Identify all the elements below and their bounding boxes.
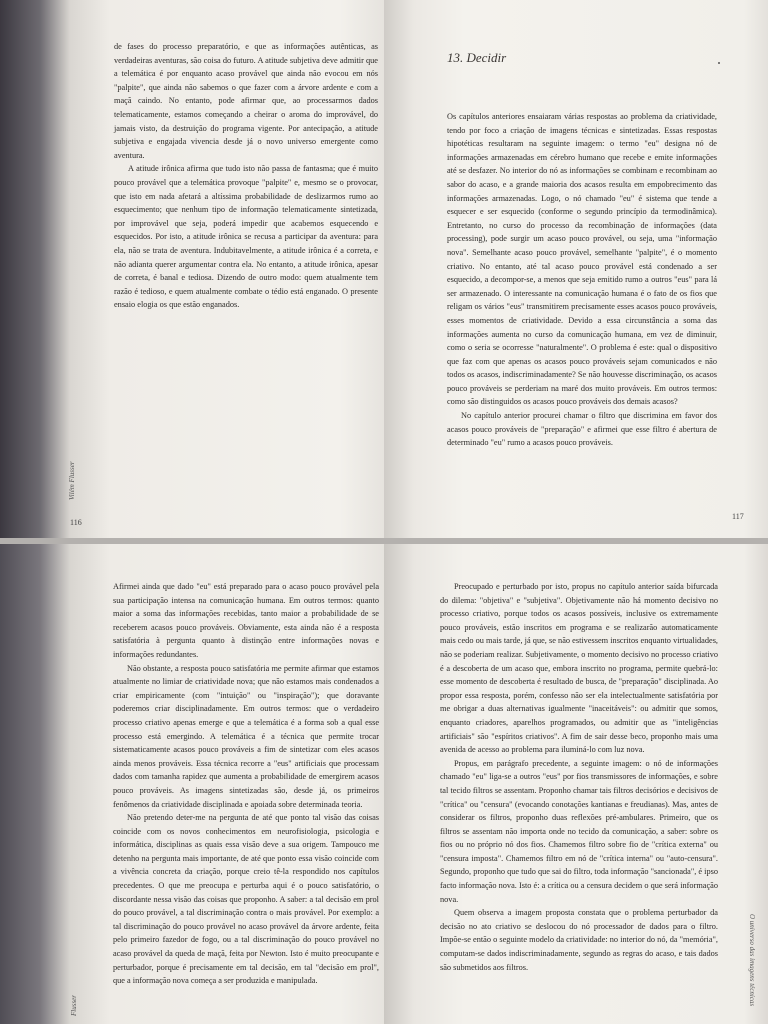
page-117 bbox=[384, 0, 768, 538]
paragraph: No capítulo anterior procurei chamar o filtro que discrimina em favor dos acasos pouco prováveis de "preparação" e afirmei que esse filtro é abertura de determinado "eu" rumo a acasos pouco prováveis. bbox=[447, 411, 717, 448]
dot-mark bbox=[718, 62, 720, 64]
body-text bbox=[113, 580, 379, 988]
paragraph: Afirmei ainda que dado "eu" está preparado para o acaso pouco provável pela sua participação intensa na comunicação humana. Em outros termos: quanto maior a soma das informações recebidas, tanto maior a probabilidade de se receberem acasos pouco prováveis. Obviamente, esta ainda não é a resposta satisfatória à pergunta quanto à distinção entre informações novas e informações redundantes. bbox=[113, 582, 379, 659]
paragraph: Os capítulos anteriores ensaiaram várias respostas ao problema da criatividade, tendo por foco a criação de imagens técnicas e sintetizadas. Essas respostas hipotéticas resultaram na seguinte imagem: o termo "eu" designa nó de informações armazenadas em cérebro humano que recebe e emite informações até se desfazer. No interior do nó as informações se combinam e recombinam ao sabor do acaso, e a grande maioria dos acasos resulta em empobrecimento das informações armazenadas. Logo, o nó chamado "eu" é sistema que tende a esquecer e ser esquecido (conforme o segundo princípio da termodinâmica). Entretanto, no curso do processo da recombinação de informações (data processing), pode surgir um acaso pouco provável, ou seja, uma "informação nova". Semelhante acaso pouco provável, semelhante "palpite", é o momento criativo. No entanto, até tal acaso pouco provável está condenado a ser esquecido, a decompor-se, a menos que seja emitido rumo a outros "eus" para lá ser armazenado. O interessante na comunicação humana é o fato de os fios que religam os vários "eus" transmitirem precisamente esses acasos pouco prováveis, esses momentos de criatividade. Devido a essa circunstância a soma das informações aumenta no curso da comunicação humana, em vez de diminuir, como o seria se ocorresse "naturalmente". O problema é este: qual o dispositivo que faz com que apenas os acasos pouco prováveis sejam comunicados e não todos os acasos, indiscriminadamente? Se não houvesse discriminação, os acasos pouco prováveis se perderiam na maré dos muito prováveis. Em outros termos: como são distinguidos os acasos pouco prováveis dos demais acasos? bbox=[447, 112, 717, 407]
paragraph: Não obstante, a resposta pouco satisfatória me permite afirmar que estamos atualmente no limiar de criatividade nova; que não estamos mais condenados a criar empiricamente (com "intuição" ou "inspiração"); que doravante poderemos criar disciplinadamente. Em outros termos: que o verdadeiro processo criativo apenas emerge e que a telemática é a forma sob a qual esse processo está emergindo. A telemática é a técnica que permite trocar sistematicamente acasos pouco prováveis a fim de sintetizar com eles acasos ainda menos prováveis. Essa técnica recorre a "eus" artificiais que processam dados com tamanha rapidez que aumenta a probabilidade de emergirem acasos pouco prováveis. As imagens sintetizadas são, desde já, os primeiros fenômenos da criatividade disciplinada e apoiada sobre determinada teoria. bbox=[113, 663, 379, 809]
chapter-title: 13. Decidir bbox=[447, 50, 507, 65]
paragraph: A atitude irônica afirma que tudo isto não passa de fantasma; que é muito pouco provável que a telemática provoque "palpite" e, mesmo se o provocar, que isto em nada afetará a altíssima probabilidade de deslizarmos rumo ao esquecimento; que nenhum tipo de informação telematicamente sintetizada, por improvável que seja, poderá impedir que acabemos esquecendo e esquecidos. Por isto, a atitude irônica se recusa a participar da aventura: para ela, não se trata de aventura. Indubitavelmente, a atitude irônica é a correta, e não adianta querer argumentar contra ela. No entanto, a atitude irônica, apesar de correta, é banal e tediosa. Dizendo de outro modo: quem atualmente tem razão é tedioso, e quem atualmente combate o tédio está enganado. O presente ensaio elogia os que estão enganados. bbox=[114, 164, 378, 310]
running-head-author: Flusser bbox=[70, 995, 78, 1016]
paragraph: Preocupado e perturbado por isto, propus no capítulo anterior saída bifurcada do dilema: "objetiva" e "subjetiva". Objetivamente não há momento decisivo no processo criativo, porque todos os acasos possíveis, inclusive os extremamente pouco prováveis, estão inscritos em programa e se realizarão automaticamente mais cedo ou mais tarde, já que, se não estivessem inscritos enquanto virtualidades, não se poderiam realizar. Subjetivamente, o momento decisivo no processo criativo é a descoberta de um acaso que, embora inscrito no programa, permite quebrá-lo: esse momento de descoberta é resultado de busca, de "preparação" disciplinada. Ao propor essa resposta, porém, confesso não ser ela intelectualmente satisfatória por me obrigar a duas alternativas igualmente "inaceitáveis": ou admitir que somos, enquanto criadores, aparelhos programados, ou admitir que as "inteligências artificiais" são "espíritos criativos". A fim de sair desse beco, proponho mais uma avenida de acesso ao problema para iluminá-lo com luz nova. bbox=[440, 582, 718, 755]
paragraph: Quem observa a imagem proposta constata que o problema perturbador da decisão no ato criativo se deslocou do nó processador de dados para o filtro. Impõe-se então o seguinte modelo da criatividade: no interior do nó, da "memória", computam-se dados indiscriminadamente, segundo as regras do acaso, e tais dados são submetidos aos filtros. bbox=[440, 908, 718, 972]
paragraph: Não pretendo deter-me na pergunta de até que ponto tal visão das coisas coincide com os novos conhecimentos em neurofisiologia, psicologia e informática, disciplinas as quais essa visão deve a sua origem. Tampouco me detenho na pergunta mais importante, de até que ponto essa visão coincide com a vivência concreta da criação, porque creio tê-la respondido nos capítulos precedentes. O que me preocupa e perturba aqui é o pouco satisfatório, o discordante nessa visão das coisas que proponho. A saber: a tal decisão em prol do pouco provável, a tal discriminação contra o mais provável. Por exemplo: a tal discriminação do pouco provável no acaso provável da árvore ardente, feita pelo primeiro fazedor de fogo, ou a tal discriminação do pouco provável no acaso provável da queda de maçã, feita por Newton. Isto é muito preocupante e perturbador, porque é precisamente em tal decisão, em tal "decisão em prol", que a informação nova começa a ser produzida e manipulada. bbox=[113, 813, 379, 986]
body-text bbox=[447, 110, 717, 450]
page-bottom-right bbox=[384, 544, 768, 1024]
paragraph: Propus, em parágrafo precedente, a seguinte imagem: o nó de informações chamado "eu" liga-se a outros "eus" por fios transmissores de informações, e sobre tal tecido filtros se assentam. Proponho chamar tais filtros decisórios e decisivos de "crítica" ou "censura" (evocando conotações kantianas e freudianas). Mas, antes de considerar os filtros, proponho duas reflexões pré-ambulares. Primeiro, que os filtros se assentam não importa onde no tecido da comunicação, a saber: sobre os fios ou no próprio nó dos fios. Chamemos filtro sobre fio de "crítica externa" ou "censura imposta". Chamemos filtro em nó de "crítica interna" ou "auto-censura". Segundo, proponho que tudo que sai do filtro, toda informação "sancionada", é ipso facto informação nova. Isto é: a crítica ou a censura decidem o que será informação nova. bbox=[440, 758, 718, 904]
paragraph: de fases do processo preparatório, e que as informações autênticas, as verdadeiras aventuras, são coisa do futuro. A atitude subjetiva deve admitir que a telemática é por enquanto acaso provável que ainda não evocou em nós "palpite", que ainda não sabemos o que fazer com a árvore ardente e com a maçã caindo. No entanto, pode afirmar que, ao processarmos dados telematicamente, estamos começando a cheirar o aroma do improvável, do jamais visto, da destruição do programa vigente. Por antecipação, a atitude subjetiva e engajada vivencia desde já o novo universo emergente como aventura. bbox=[114, 42, 378, 160]
body-text bbox=[440, 580, 718, 974]
page-number: 116 bbox=[70, 518, 82, 527]
running-head-title: O universo das imagens técnicas bbox=[748, 914, 756, 1007]
running-head-author: Vilém Flusser bbox=[68, 461, 76, 500]
page-bottom-left bbox=[0, 544, 384, 1024]
page-116 bbox=[0, 0, 384, 538]
body-text bbox=[114, 40, 378, 312]
page-number: 117 bbox=[732, 512, 744, 521]
